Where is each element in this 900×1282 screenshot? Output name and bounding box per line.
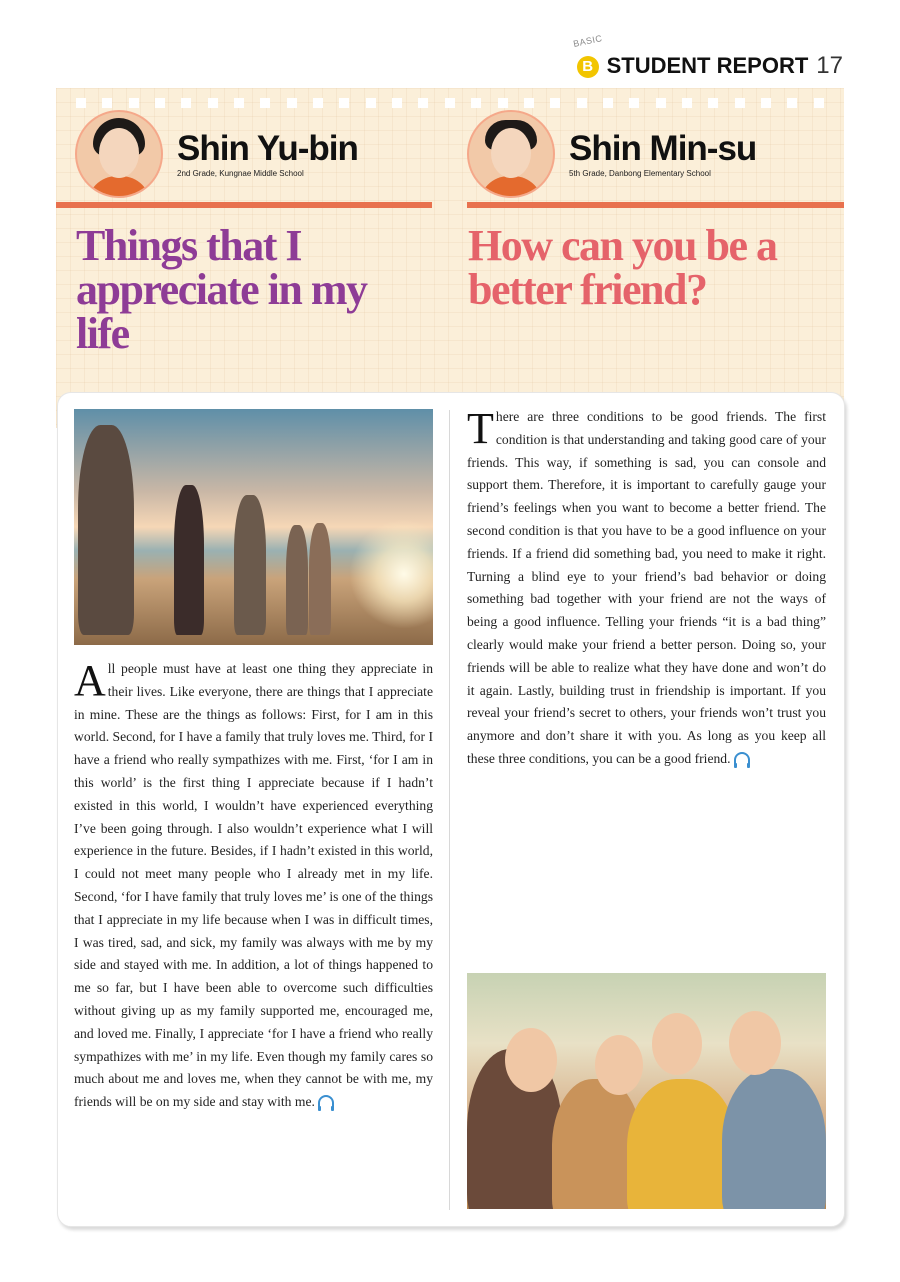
author-name-left: Shin Yu-bin xyxy=(177,128,358,168)
logo-letter: B xyxy=(577,56,599,78)
article-title-left: Things that I appreciate in my life xyxy=(76,221,367,358)
body-text-right: here are three conditions to be good friends. The first condition is that understanding and taking good care of your friends. This way, if something is sad, you can console and support them. Therefore, it is important to carefully gauge your friend’s feelings when you want to become a better friend. The second condition is that you have to be a good influence on your friends. If a friend did something bad, you need to make it right. Turning a blind eye to your friend’s bad behavior or doing something bad together with your friend are not the ways of being a good influence. Telling your friends “it is a bad thing” clearly would make your friend a better person. Doing so, your friends will be able to realize what they have done and won’t do it again. Lastly, building trust in friendship is important. If you reveal your friend’s secret to others, your friends won’t trust you anymore and don’t share it with you. As long as you keep all these three conditions, you can be a good friend. xyxy=(467,409,826,766)
page-number: 17 xyxy=(816,52,843,79)
author-name-right: Shin Min-su xyxy=(569,128,757,168)
rule-right xyxy=(467,202,844,208)
article-body-left xyxy=(74,658,433,1114)
avatar-left xyxy=(75,110,163,198)
headphones-icon xyxy=(734,752,750,764)
author-school-right: 5th Grade, Danbong Elementary School xyxy=(569,168,711,178)
author-school-left: 2nd Grade, Kungnae Middle School xyxy=(177,168,304,178)
author-right xyxy=(467,110,756,198)
friends-photo xyxy=(467,973,826,1209)
beach-photo xyxy=(74,409,433,645)
rule-left xyxy=(56,202,432,208)
dropcap-left: A xyxy=(74,656,106,705)
logo-tag: BASIC xyxy=(571,33,603,49)
basic-logo xyxy=(571,33,603,80)
page-header xyxy=(573,30,843,80)
author-left xyxy=(75,110,358,198)
headphones-icon xyxy=(318,1095,334,1107)
dropcap-right: T xyxy=(467,404,494,453)
column-divider xyxy=(449,410,450,1210)
body-text-left: ll people must have at least one thing they appreciate in their lives. Like everyone, there are things that I appreciate in mine. These are the things as follows: First, for I am in this world. Second, for I have a family that truly loves me. Third, for I have a friend who really sympathizes with me. First, ‘for I am in this world’ is the first thing I appreciate because if I hadn’t existed in this world, I wouldn’t have experienced everything I’ve been going through. I also wouldn’t experience what I will experience in the future. Besides, if I hadn’t existed in this world, I could not meet many people who I already met in my life. Second, ‘for I have family that truly loves me’ is one of the things that I appreciate in my life because when I was in difficult times, I was tired, sad, and sick, my family was always with me by my side and stayed with me. In addition, a lot of things happened to me so far, but I have been able to overcome such difficulties without giving up as my family supported me, encouraged me, and loved me. Finally, I appreciate ‘for I have a friend who really sympathizes with me’ in my life. Even though my family cares so much about me and loves me, when they cannot be with me, my friends will be on my side and stay with me. xyxy=(74,661,433,1110)
section-title: STUDENT REPORT xyxy=(606,53,809,78)
panel-dots xyxy=(76,98,824,108)
article-body-right xyxy=(467,406,826,771)
avatar-right xyxy=(467,110,555,198)
article-title-right: How can you be a better friend? xyxy=(468,221,777,314)
